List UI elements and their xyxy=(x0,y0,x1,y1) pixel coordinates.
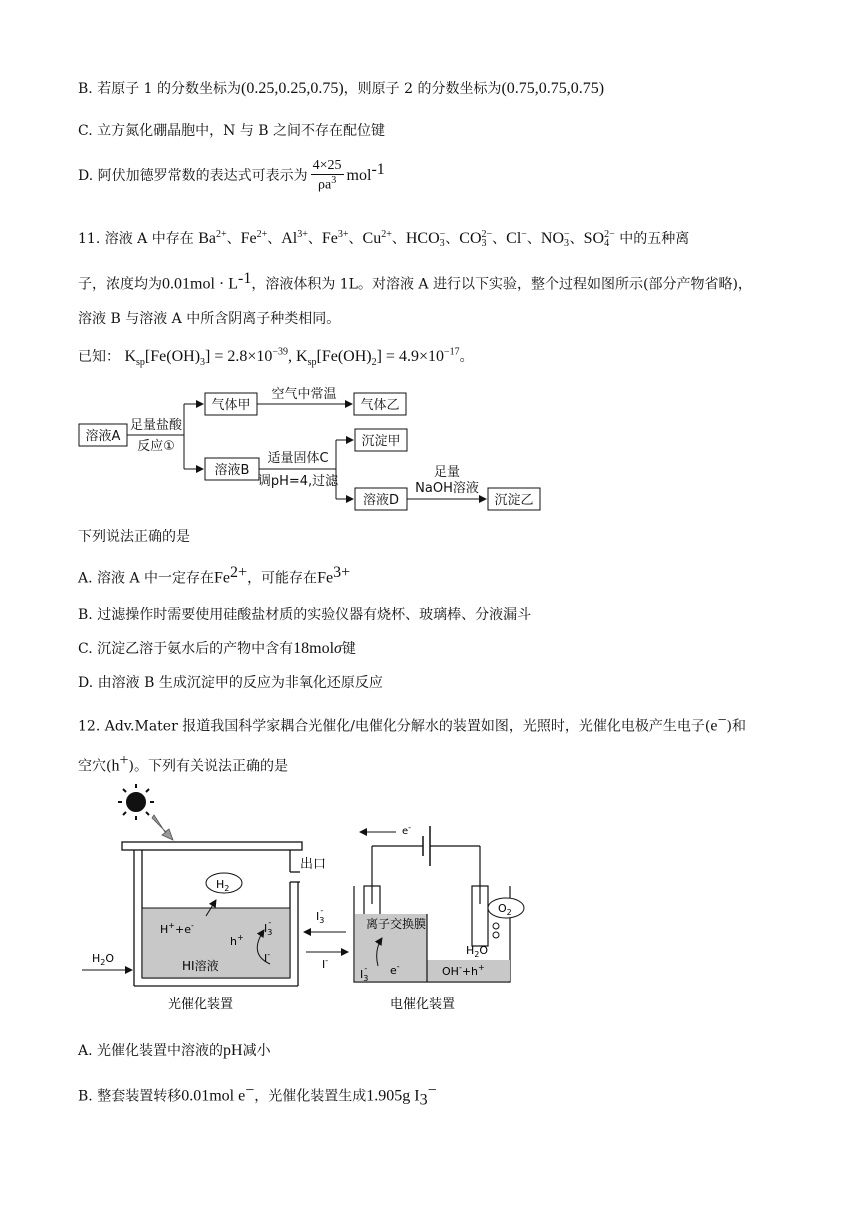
ion-separator: 、 xyxy=(445,231,460,247)
q12-option-a xyxy=(78,1040,271,1060)
q12-line1-prefix: 12. Adv.Mater 报道我国科学家耦合光催化/电催化分解水的装置如图，光照时，光催化电极产生电子( xyxy=(78,718,711,735)
ion: CO 2− 3 xyxy=(459,229,493,250)
oh-h-label: OH-+h+ xyxy=(442,963,485,978)
q12-b-val2-sup: − xyxy=(427,1082,437,1099)
q12-a-suffix: 减小 xyxy=(242,1043,271,1059)
q11-stem-line1 xyxy=(78,228,689,248)
feoh3: [Fe(OH) xyxy=(144,348,201,365)
q10-b-coord2: (0.75,0.75,0.75) xyxy=(501,80,605,97)
ion: Ba 2+ xyxy=(198,229,227,247)
q12-a-ph: pH xyxy=(223,1042,243,1059)
q10-b-text: B. 若原子 1 的分数坐标为 xyxy=(78,81,241,97)
q11-a-ion1-sup: 2+ xyxy=(230,564,248,581)
flow-reagent2-bottom: 调pH=4,过滤 xyxy=(257,474,339,489)
q12-b-mid: ，光催化装置生成 xyxy=(254,1088,367,1105)
q10-b-mid: ，则原子 2 的分数坐标为 xyxy=(343,81,502,97)
iodide-transfer-label: I- xyxy=(322,956,329,971)
ion-separator: 、 xyxy=(492,231,507,247)
q11-a-ion2-sup: 3+ xyxy=(333,564,351,581)
q10-d-fraction xyxy=(311,158,344,194)
feoh2-sub: 2 xyxy=(371,357,377,369)
known-end: 。 xyxy=(459,349,474,365)
q10-d-numerator: 4×25 xyxy=(312,158,342,173)
q10-d-unit: mol xyxy=(346,166,372,184)
electron-wire-label: e- xyxy=(402,823,412,837)
flow-reagent1-top: 足量盐酸 xyxy=(129,418,183,433)
q11-flow-diagram xyxy=(78,384,558,516)
ion-separator: 、 xyxy=(348,231,363,247)
q11-concentration: 0.01mol · L xyxy=(162,275,238,293)
feoh3-sub: 3 xyxy=(200,357,206,369)
q10-option-b xyxy=(78,78,604,98)
q10-d-unit-sup: -1 xyxy=(371,161,385,179)
ion-separator: 、 xyxy=(526,231,541,247)
q10-d-den-sup: 3 xyxy=(331,175,337,186)
q11-a-mid: ，可能存在 xyxy=(247,570,318,587)
q12-stem-line1 xyxy=(78,712,746,736)
flow-reagent1-bottom: 反应① xyxy=(137,439,175,454)
q12-b-val2: 1.905g I xyxy=(366,1087,420,1105)
q11-c-sigma: σ xyxy=(334,640,342,657)
ion-separator: 、 xyxy=(307,231,322,247)
q12-b-val2-sub: 3 xyxy=(419,1091,428,1109)
ion-separator: 、 xyxy=(569,231,584,247)
q11-stem-prefix: 11. 溶液 A 中存在 xyxy=(78,231,194,247)
flow-solution-d: 溶液D xyxy=(362,493,400,508)
electro-device-label: 电催化装置 xyxy=(390,997,456,1012)
q11-concentration-sup: -1 xyxy=(238,270,252,287)
i3-cell-label: $I_3-$ xyxy=(360,964,369,983)
q11-option-c xyxy=(78,638,356,658)
q12-electron: e xyxy=(710,717,718,735)
hole-label: h+ xyxy=(230,933,244,948)
q10-d-den-base: ρa xyxy=(317,177,332,193)
ion-separator: 、 xyxy=(391,231,406,247)
q11-stem-line2 xyxy=(78,270,752,294)
q11-ion-list xyxy=(198,229,615,250)
q11-option-a xyxy=(78,564,350,588)
q11-c-math: 18mol xyxy=(293,640,335,657)
ion-separator: 、 xyxy=(267,231,282,247)
ion: Al 3+ xyxy=(281,229,308,247)
q10-d-text: D. 阿伏加德罗常数的表达式可表示为 xyxy=(78,167,308,184)
light-arrow-icon xyxy=(152,815,173,840)
hi-solution-label: HI溶液 xyxy=(182,959,219,973)
flow-gas-a: 气体甲 xyxy=(211,398,251,413)
h-plus-e-label: H++e- xyxy=(160,921,194,936)
q12-option-b xyxy=(78,1082,437,1109)
q12-a-prefix: A. 光催化装置中溶液的 xyxy=(78,1043,224,1059)
flow-reagent3-top: 足量 xyxy=(433,465,461,480)
q12-hole-sup: + xyxy=(119,752,129,769)
q12-device-diagram xyxy=(78,782,538,1018)
sun-icon xyxy=(118,784,154,820)
flow-reagent3-bottom: NaOH溶液 xyxy=(415,481,479,496)
q12-stem-line2 xyxy=(78,752,288,776)
ion-separator: 、 xyxy=(226,231,241,247)
ksp2-value: ] = 4.9×10 xyxy=(376,348,444,365)
photo-device-label: 光催化装置 xyxy=(168,997,234,1012)
ksp1: K xyxy=(124,348,137,365)
q11-option-d: D. 由溶液 B 生成沉淀甲的反应为非氧化还原反应 xyxy=(78,675,383,691)
ksp2-exp: −17 xyxy=(443,346,460,358)
q12-b-val1: 0.01mol e xyxy=(181,1087,246,1105)
membrane-label: 离子交换膜 xyxy=(366,917,427,931)
q10-option-c: C. 立方氮化硼晶胞中，N 与 B 之间不存在配位键 xyxy=(78,123,386,139)
q12-electron-sup: − xyxy=(717,712,727,729)
q12-line2-suffix: )。下列有关说法正确的是 xyxy=(128,758,288,775)
q11-line2-b: ，溶液体积为 1L。对溶液 A 进行以下实验，整个过程如图所示(部分产物省略)， xyxy=(251,276,752,293)
ksp1-value: ] = 2.8×10 xyxy=(205,348,273,365)
ion: Cl − xyxy=(506,229,527,247)
q11-known xyxy=(78,346,474,368)
o2-label: $O_2$ xyxy=(498,902,512,917)
ion: Fe 3+ xyxy=(321,229,349,247)
ksp1-sub: sp xyxy=(136,357,145,369)
q11-a-prefix: A. 溶液 A 中一定存在 xyxy=(78,570,215,587)
flow-gas-b: 气体乙 xyxy=(360,398,400,413)
ion: SO 2− 4 xyxy=(583,229,615,250)
q11-question: 下列说法正确的是 xyxy=(78,529,190,545)
q11-a-ion1: Fe xyxy=(214,569,231,587)
flow-air: 空气中常温 xyxy=(271,387,337,402)
feoh2: [Fe(OH) xyxy=(316,348,372,365)
q11-stem-suffix: 中的五种离 xyxy=(619,231,690,247)
ion: HCO − 3 xyxy=(405,229,446,250)
flow-precip-a: 沉淀甲 xyxy=(361,434,401,449)
ion: NO − 3 xyxy=(540,229,570,250)
q11-c-prefix: C. 沉淀乙溶于氨水后的产物中含有 xyxy=(78,641,294,657)
flow-solution-a: 溶液A xyxy=(85,429,121,444)
q10-d-denominator xyxy=(311,175,344,194)
h2o-inlet-label: $H_2O$ xyxy=(92,952,115,967)
h2o-right-label: $H_2O$ xyxy=(466,944,489,959)
q11-stem-line3: 溶液 B 与溶液 A 中所含阴离子种类相同。 xyxy=(78,311,341,327)
h2-label: $H_2$ xyxy=(216,878,230,893)
q10-b-coord1: (0.25,0.25,0.75) xyxy=(241,80,344,97)
q11-a-ion2: Fe xyxy=(317,569,334,587)
q12-line2-prefix: 空穴( xyxy=(78,758,112,775)
flow-reagent2-top: 适量固体C xyxy=(267,451,329,466)
outlet-label: 出口 xyxy=(300,857,327,872)
ksp1-exp: −39 xyxy=(272,346,289,358)
q11-known-prefix: 已知： xyxy=(78,349,120,365)
q11-line2-a: 子，浓度均为 xyxy=(78,276,162,293)
iodide-label: I- xyxy=(264,950,271,965)
q12-line1-suffix: )和 xyxy=(726,718,747,735)
ion: Fe 2+ xyxy=(240,229,268,247)
q10-option-d xyxy=(78,158,385,194)
q12-b-prefix: B. 整套装置转移 xyxy=(78,1088,182,1105)
flow-solution-b: 溶液B xyxy=(214,463,250,478)
ion: Cu 2+ xyxy=(362,229,392,247)
q11-option-b: B. 过滤操作时需要使用硅酸盐材质的实验仪器有烧杯、玻璃棒、分液漏斗 xyxy=(78,607,532,623)
q11-known-formula xyxy=(124,346,460,369)
ksp2: , K xyxy=(288,348,308,365)
q12-b-val1-sup: − xyxy=(245,1082,255,1099)
i3-transfer-label: $I_3-$ xyxy=(316,906,325,925)
q12-hole: h xyxy=(111,757,120,775)
flow-precip-b: 沉淀乙 xyxy=(494,493,534,508)
q11-c-suffix: 键 xyxy=(341,641,356,657)
i3-label: $I_3-$ xyxy=(264,918,273,937)
ksp2-sub: sp xyxy=(307,357,317,369)
electron-cell-label: e- xyxy=(390,962,400,977)
